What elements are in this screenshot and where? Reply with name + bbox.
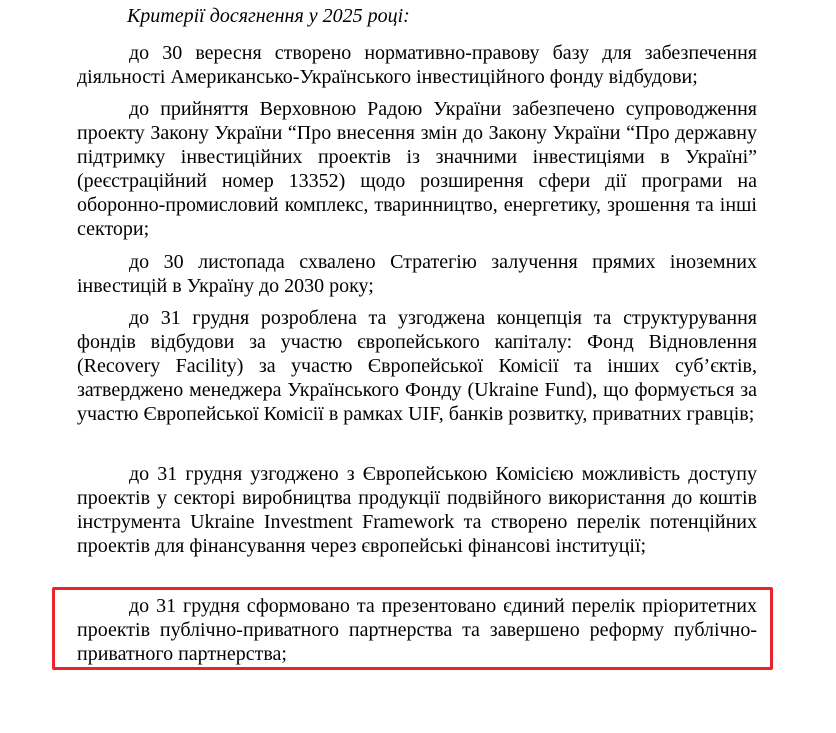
criterion-paragraph-4: до 31 грудня розроблена та узгоджена концепція та структурування фондів відбудови за участю європейського капіталу: Фонд Відновлення (Recovery Facility) за участю Європейської Комісії та інших суб’єктів, затверджено менеджера Українського Фонду (Ukraine Fund), що формується за участю Європейської Комісії в рамках UIF, банків розвитку, приватних гравців; (77, 307, 757, 425)
criterion-paragraph-5: до 31 грудня узгоджено з Європейською Комісією можливість доступу проектів у секторі виробництва продукції подвійного використання до коштів інструмента Ukraine Investment Framework та створено перелік потенційних проектів для фінансування через європейські фінансові інституції; (77, 463, 757, 557)
criterion-paragraph-2: до прийняття Верховною Радою України забезпечено супроводження проекту Закону України “Про внесення змін до Закону України “Про державну підтримку інвестиційних проектів із значними інвестиціями в Україні” (реєстраційний номер 13352) щодо розширення сфери дії програми на оборонно-промисловий комплекс, тваринництво, енергетику, зрошення та інші сектори; (77, 98, 757, 240)
criterion-paragraph-1: до 30 вересня створено нормативно-правову базу для забезпечення діяльності Американсько-Українського інвестиційного фонду відбудови; (77, 42, 757, 88)
criterion-paragraph-3: до 30 листопада схвалено Стратегію залучення прямих іноземних інвестицій в Україну до 2030 року; (77, 251, 757, 297)
criteria-heading: Критерії досягнення у 2025 році: (127, 5, 410, 27)
red-highlight-frame (52, 587, 773, 670)
criterion-paragraph-6-highlighted: до 31 грудня сформовано та презентовано єдиний перелік пріоритетних проектів публічно-приватного партнерства та завершено реформу публічно-приватного партнерства; (77, 595, 757, 665)
